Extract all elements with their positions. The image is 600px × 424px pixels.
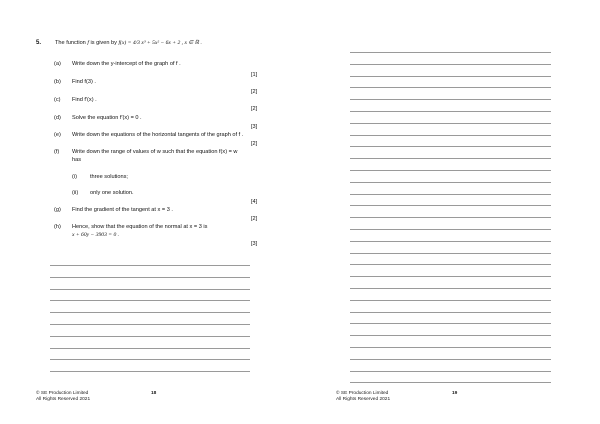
part-label: (b): [54, 79, 61, 85]
part-label: (h): [54, 224, 61, 230]
copyright-right: [336, 391, 390, 403]
copyright-line: © SE Production Limited: [336, 391, 389, 396]
subpart-i: [72, 174, 128, 180]
answer-line: [350, 64, 551, 65]
intro-given: is given by: [90, 40, 117, 46]
answer-line: [350, 288, 551, 289]
normal-equation: x + 60y − 3903 = 0 .: [72, 232, 120, 238]
part-g: [54, 207, 173, 213]
intro-text: The function: [55, 40, 86, 46]
answer-line: [350, 87, 551, 88]
answer-line: [350, 123, 551, 124]
answer-line: [350, 217, 551, 218]
part-f: [54, 149, 237, 155]
part-text: Write down the range of values of w such that the equation f(x) = w: [72, 149, 238, 155]
answer-line: [350, 312, 551, 313]
question-intro: [55, 40, 202, 46]
part-e: [54, 132, 243, 138]
intro-function-symbol: f: [87, 40, 89, 46]
answer-line: [350, 276, 551, 277]
answer-line: [350, 359, 551, 360]
part-text: Solve the equation f′(x) = 0 .: [72, 115, 142, 121]
part-text: Write down the equations of the horizontal tangents of the graph of f .: [72, 132, 244, 138]
answer-line: [50, 289, 250, 290]
answer-line: [50, 371, 250, 372]
answer-line: [50, 348, 250, 349]
part-f-has: has: [72, 157, 82, 163]
answer-line: [350, 135, 551, 136]
mark-g: [2]: [251, 216, 258, 222]
part-label: (g): [54, 207, 61, 213]
mark-a: [1]: [251, 72, 258, 78]
answer-line: [350, 158, 551, 159]
page-number-right: 19: [452, 391, 458, 396]
answer-line: [350, 111, 551, 112]
part-c: [54, 97, 97, 103]
answer-line: [350, 229, 551, 230]
rights-line: All Rights Reserved 2021: [336, 397, 391, 402]
mark-h: [3]: [251, 241, 258, 247]
page-number-left: 18: [151, 391, 157, 396]
copyright-left: [36, 391, 90, 403]
answer-line: [350, 99, 551, 100]
part-label: (a): [54, 61, 61, 67]
answer-line: [350, 170, 551, 171]
answer-line: [350, 347, 551, 348]
part-label: (d): [54, 115, 61, 121]
part-a: [54, 61, 181, 67]
answer-line: [350, 323, 551, 324]
answer-line: [350, 382, 551, 383]
answer-line: [350, 52, 551, 53]
part-label: (e): [54, 132, 61, 138]
question-number: 5.: [36, 40, 42, 46]
answer-line: [50, 359, 250, 360]
subpart-ii: [72, 190, 134, 196]
subpart-text: only one solution.: [90, 190, 134, 196]
answer-line: [350, 182, 551, 183]
answer-line: [50, 312, 250, 313]
function-formula: f(x) = 4/3 x³ + 5x² − 6x + 2 , x ∈ ℝ .: [118, 40, 202, 46]
answer-line: [350, 146, 551, 147]
part-b: [54, 79, 96, 85]
subpart-label: (ii): [72, 190, 79, 196]
answer-line: [350, 300, 551, 301]
mark-c: [2]: [251, 106, 258, 112]
subpart-label: (i): [72, 174, 77, 180]
part-text: Find the gradient of the tangent at x = 3 .: [72, 207, 173, 213]
part-label: (c): [54, 97, 61, 103]
answer-line: [350, 76, 551, 77]
answer-line: [350, 371, 551, 372]
part-d: [54, 115, 142, 121]
part-label: (f): [54, 149, 60, 155]
answer-line: [350, 194, 551, 195]
answer-line: [50, 300, 250, 301]
mark-d: [3]: [251, 124, 258, 130]
answer-line: [50, 336, 250, 337]
answer-line: [50, 265, 250, 266]
mark-e: [2]: [251, 141, 258, 147]
part-h: [54, 224, 207, 230]
mark-b: [2]: [251, 89, 258, 95]
right-page: [300, 0, 600, 424]
part-text: Find f(3) .: [72, 79, 96, 85]
answer-line: [350, 264, 551, 265]
answer-line: [350, 241, 551, 242]
part-text: Find f′(x) .: [72, 97, 97, 103]
subpart-text: three solutions;: [90, 174, 128, 180]
answer-line: [350, 253, 551, 254]
mark-f: [4]: [251, 199, 258, 205]
answer-line: [350, 335, 551, 336]
answer-line: [50, 324, 250, 325]
copyright-line: © SE Production Limited: [36, 391, 89, 396]
answer-line: [50, 277, 250, 278]
answer-line: [350, 205, 551, 206]
part-text: Hence, show that the equation of the normal at x = 3 is: [72, 224, 208, 230]
part-text: Write down the y-intercept of the graph of f .: [72, 61, 181, 67]
rights-line: All Rights Reserved 2021: [36, 397, 91, 402]
